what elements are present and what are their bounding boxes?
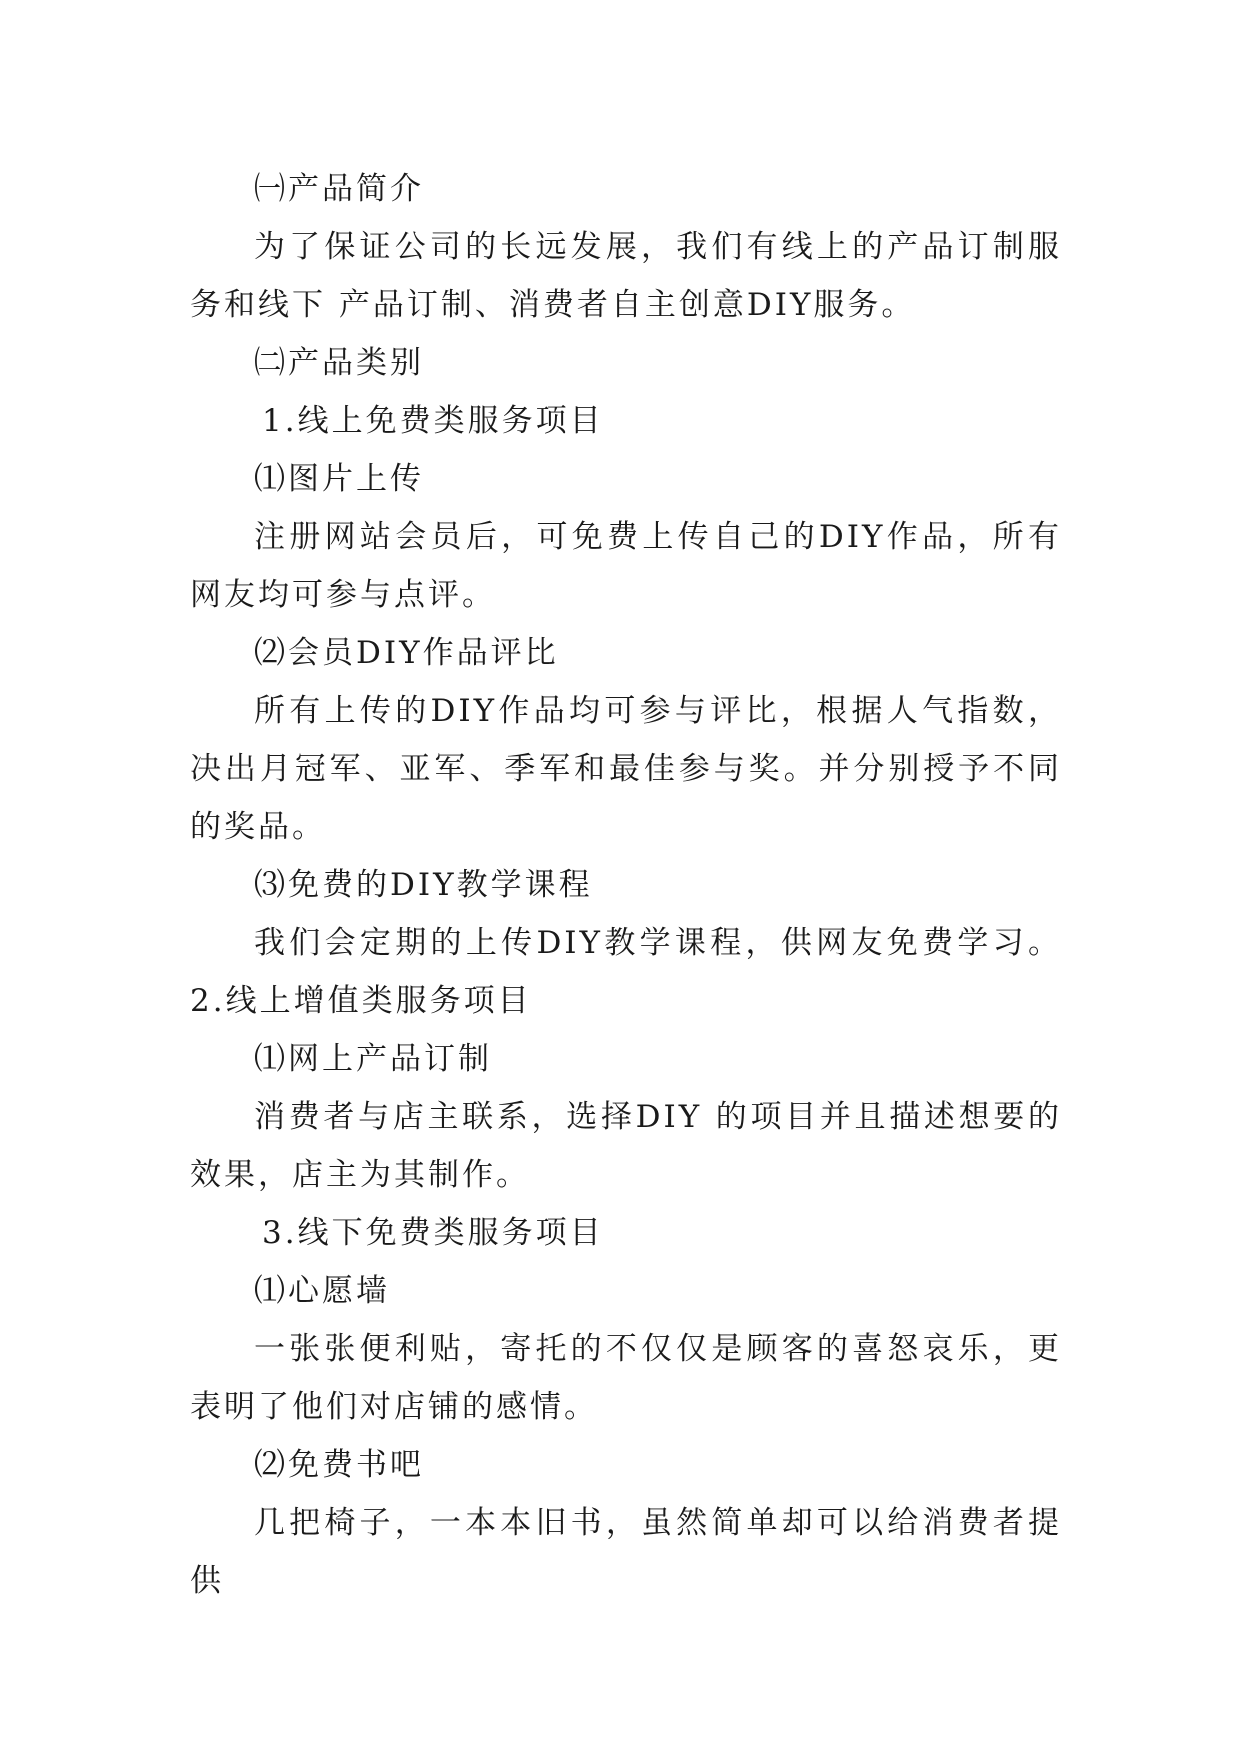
paragraph-member-diy-contest: 所有上传的DIY作品均可参与评比，根据人气指数，决出月冠军、亚军、季军和最佳参与奖。并分别授予不同的奖品。 bbox=[190, 693, 1062, 845]
item-heading-free-book-bar: ⑵免费书吧 bbox=[254, 1447, 424, 1483]
document-body bbox=[190, 160, 1062, 1610]
item-heading-image-upload: ⑴图片上传 bbox=[254, 461, 424, 497]
paragraph-wish-wall: 一张张便利贴，寄托的不仅仅是顾客的喜怒哀乐，更表明了他们对店铺的感情。 bbox=[190, 1331, 1062, 1425]
item-heading-member-diy-contest: ⑵会员DIY作品评比 bbox=[254, 635, 559, 671]
paragraph-product-intro: 为了保证公司的长远发展，我们有线上的产品订制服务和线下 产品订制、消费者自主创意DIY服务。 bbox=[190, 229, 1062, 323]
item-heading-free-diy-courses: ⑶免费的DIY教学课程 bbox=[254, 867, 593, 903]
paragraph-image-upload: 注册网站会员后，可免费上传自己的DIY作品，所有网友均可参与点评。 bbox=[190, 519, 1062, 613]
item-heading-wish-wall: ⑴心愿墙 bbox=[254, 1273, 390, 1309]
section-heading-product-intro: ㈠产品简介 bbox=[254, 171, 424, 207]
item-heading-online-custom-order: ⑴网上产品订制 bbox=[254, 1041, 492, 1077]
section-heading-product-category: ㈡产品类别 bbox=[254, 345, 424, 381]
subheading-online-free-services: 1.线上免费类服务项目 bbox=[262, 403, 604, 439]
paragraph-online-custom-order: 消费者与店主联系，选择DIY 的项目并且描述想要的效果，店主为其制作。 bbox=[190, 1099, 1062, 1193]
paragraph-free-book-bar: 几把椅子，一本本旧书，虽然简单却可以给消费者提供 bbox=[190, 1505, 1062, 1599]
paragraph-free-diy-courses: 我们会定期的上传DIY教学课程，供网友免费学习。 2.线上增值类服务项目 bbox=[190, 925, 1062, 1019]
subheading-offline-free-services: 3.线下免费类服务项目 bbox=[262, 1215, 604, 1251]
